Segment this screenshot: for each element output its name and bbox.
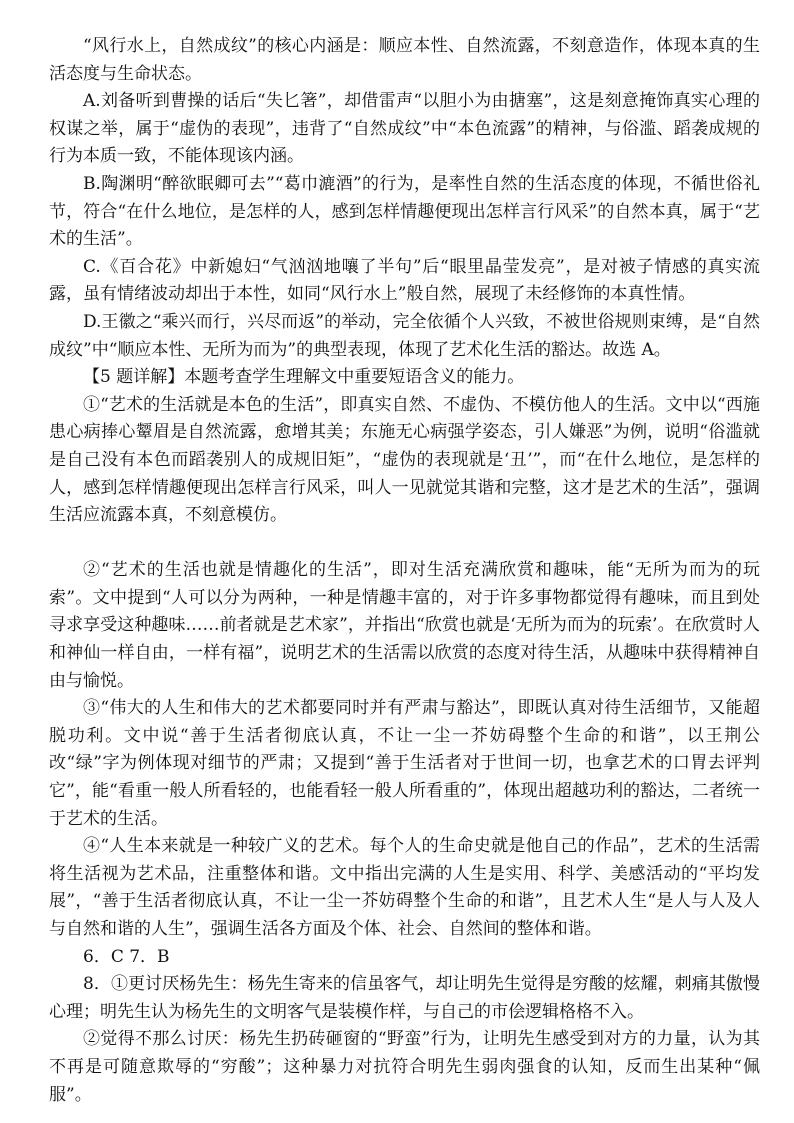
option-d-paragraph: D.王徽之“乘兴而行，兴尽而返”的举动，完全依循个人兴致，不被世俗规则束缚，是“自然成纹”中“顺应本性、无所为而为”的典型表现，体现了艺术化生活的豁达。故选 A。: [49, 311, 760, 360]
option-b-paragraph: B.陶渊明“醉欲眠卿可去”“葛巾漉酒”的行为，是率性自然的生活态度的体现，不循世俗礼节，符合“在什么地位，是怎样的人，感到怎样情趣便现出怎样言行风采”的自然本真，属于“艺术的生活”。: [49, 173, 760, 250]
intro-paragraph: “风行水上，自然成纹”的核心内涵是：顺应本性、自然流露，不刻意造作，体现本真的生活态度与生命状态。: [49, 36, 760, 84]
answers-6-7: 6．C 7．B: [83, 946, 170, 967]
q5-point-4: ④“人生本来就是一种较广义的艺术。每个人的生命史就是他自己的作品”，艺术的生活需将生活视为艺术品，注重整体和谐。文中指出完满的人生是实用、科学、美感活动的“平均发展”，“善于生活者彻底认真，不让一尘一芥妨碍整个生命的和谐”，且艺术人生“是人与人及人与自然和谐的人生”，强调生活各方面及个体、社会、自然间的整体和谐。: [49, 836, 760, 939]
q5-point-2: ②“艺术的生活也就是情趣化的生活”，即对生活充满欣赏和趣味，能“无所为而为的玩索”。文中提到“人可以分为两种，一种是情趣丰富的，对于许多事物都觉得有趣味，而且到处寻求享受这种趣味……前者就是艺术家”，并指出“欣赏也就是‘无所为而为的玩索’。在欣赏时人和神仙一样自由，一样有福”，说明艺术的生活需以欣赏的态度对待生活，从趣味中获得精神自由与愉悦。: [49, 560, 760, 691]
q8-point-2: ②觉得不那么讨厌：杨先生扔砖砸窗的“野蛮”行为，让明先生感受到对方的力量，认为其不再是可随意欺辱的“穷酸”；这种暴力对抗符合明先生弱肉强食的认知，反而生出某种“佩服”。: [49, 1029, 760, 1105]
q5-point-1: ①“艺术的生活就是本色的生活”，即真实自然、不虚伪、不模仿他人的生活。文中以“西施患心病捧心颦眉是自然流露，愈增其美；东施无心病强学姿态，引人嫌恶”为例，说明“俗滥就是自己没有本色而蹈袭别人的成规旧矩”，“虚伪的表现就是‘丑’”，而“在什么地位，是怎样的人，感到怎样情趣便现出怎样言行风采，叫人一见就觉其谐和完整，这才是艺术的生活”，强调生活应流露本真，不刻意模仿。: [49, 394, 760, 526]
blank-line: [49, 530, 760, 558]
option-a-paragraph: A.刘备听到曹操的话后“失匕箸”，却借雷声“以胆小为由搪塞”，这是刻意掩饰真实心理的权谋之举，属于“虚伪的表现”，违背了“自然成纹”中“本色流露”的精神，与俗滥、蹈袭成规的行为本质一致，不能体现该内涵。: [49, 91, 760, 167]
q5-heading: 【5 题详解】本题考查学生理解文中重要短语含义的能力。: [83, 367, 525, 388]
option-c-paragraph: C.《百合花》中新媳妇“气汹汹地嚷了半句”后“眼里晶莹发亮”，是对被子情感的真实流露，虽有情绪波动却出于本性，如同“风行水上”般自然，展现了未经修饰的本真性情。: [49, 256, 760, 305]
q8-point-1: 8．①更讨厌杨先生：杨先生寄来的信虽客气，却让明先生觉得是穷酸的炫耀，刺痛其傲慢心理；明先生认为杨先生的文明客气是装模作样，与自己的市侩逻辑格格不入。: [49, 974, 760, 1022]
q5-point-3: ③“伟大的人生和伟大的艺术都要同时并有严肃与豁达”，即既认真对待生活细节，又能超脱功利。文中说“善于生活者彻底认真，不让一尘一芥妨碍整个生命的和谐”，以王荆公改“绿”字为例体现对细节的严肃；又提到“善于生活者对于世间一切，也拿艺术的口胃去评判它”，能“看重一般人所看轻的，也能看轻一般人所看重的”，体现出超越功利的豁达，二者统一于艺术的生活。: [49, 698, 760, 829]
